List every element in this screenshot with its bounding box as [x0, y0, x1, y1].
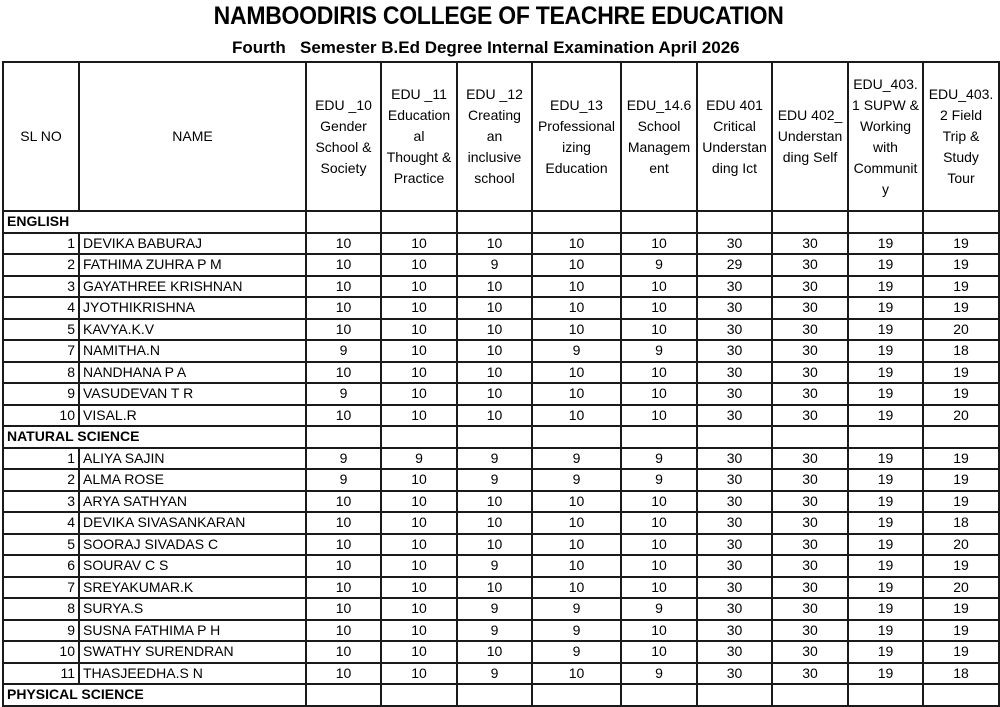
mark-cell: 30 [772, 512, 848, 534]
header-edu-11: EDU _11 Education al Thought & Practice [381, 62, 457, 211]
mark-cell: 30 [772, 663, 848, 685]
student-row [3, 276, 999, 298]
mark-cell: 19 [848, 340, 923, 362]
section-row [3, 211, 999, 233]
empty-cell [772, 684, 848, 706]
mark-cell: 9 [457, 555, 532, 577]
mark-cell: 9 [457, 663, 532, 685]
mark-cell: 18 [923, 512, 999, 534]
mark-cell: 10 [381, 405, 457, 427]
mark-cell: 30 [697, 448, 772, 470]
mark-cell: 19 [923, 276, 999, 298]
marks-table [2, 61, 1000, 707]
empty-cell [848, 426, 923, 448]
mark-cell: 10 [457, 641, 532, 663]
serial-number: 9 [3, 383, 79, 405]
mark-cell: 30 [697, 534, 772, 556]
serial-number: 11 [3, 663, 79, 685]
mark-cell: 30 [697, 276, 772, 298]
mark-cell: 10 [532, 663, 621, 685]
mark-cell: 9 [621, 448, 697, 470]
mark-cell: 9 [621, 254, 697, 276]
empty-cell [306, 426, 381, 448]
mark-cell: 30 [772, 233, 848, 255]
mark-cell: 10 [306, 663, 381, 685]
mark-cell: 30 [772, 319, 848, 341]
empty-cell [772, 426, 848, 448]
mark-cell: 10 [621, 405, 697, 427]
mark-cell: 20 [923, 534, 999, 556]
empty-cell [381, 211, 457, 233]
mark-cell: 19 [923, 598, 999, 620]
mark-cell: 10 [621, 577, 697, 599]
student-row [3, 254, 999, 276]
mark-cell: 10 [457, 383, 532, 405]
header-edu-403-2: EDU_403. 2 Field Trip & Study Tour [923, 62, 999, 211]
serial-number: 10 [3, 641, 79, 663]
serial-number: 2 [3, 254, 79, 276]
mark-cell: 30 [697, 491, 772, 513]
mark-cell: 9 [621, 340, 697, 362]
mark-cell: 30 [772, 598, 848, 620]
mark-cell: 10 [306, 233, 381, 255]
mark-cell: 30 [772, 383, 848, 405]
mark-cell: 30 [772, 641, 848, 663]
mark-cell: 10 [306, 598, 381, 620]
student-row [3, 319, 999, 341]
mark-cell: 9 [621, 663, 697, 685]
serial-number: 5 [3, 319, 79, 341]
mark-cell: 18 [923, 340, 999, 362]
mark-cell: 9 [457, 254, 532, 276]
mark-cell: 30 [772, 254, 848, 276]
mark-cell: 30 [697, 405, 772, 427]
mark-cell: 30 [772, 555, 848, 577]
mark-cell: 10 [621, 319, 697, 341]
student-row [3, 233, 999, 255]
mark-cell: 10 [306, 620, 381, 642]
empty-cell [306, 684, 381, 706]
mark-cell: 10 [381, 362, 457, 384]
empty-cell [621, 426, 697, 448]
empty-cell [621, 211, 697, 233]
mark-cell: 10 [381, 469, 457, 491]
mark-cell: 30 [697, 319, 772, 341]
mark-cell: 30 [772, 491, 848, 513]
mark-cell: 19 [923, 620, 999, 642]
mark-cell: 10 [381, 340, 457, 362]
mark-cell: 10 [457, 512, 532, 534]
mark-cell: 19 [848, 512, 923, 534]
mark-cell: 30 [772, 577, 848, 599]
student-name: KAVYA.K.V [79, 319, 306, 341]
empty-cell [772, 211, 848, 233]
mark-cell: 10 [306, 405, 381, 427]
serial-number: 3 [3, 276, 79, 298]
mark-cell: 19 [848, 405, 923, 427]
mark-cell: 19 [848, 663, 923, 685]
mark-cell: 10 [306, 555, 381, 577]
empty-cell [621, 684, 697, 706]
mark-cell: 9 [306, 448, 381, 470]
student-row [3, 663, 999, 685]
student-row [3, 577, 999, 599]
mark-cell: 30 [697, 598, 772, 620]
student-name: SUSNA FATHIMA P H [79, 620, 306, 642]
mark-cell: 19 [848, 491, 923, 513]
mark-cell: 30 [697, 297, 772, 319]
mark-cell: 10 [306, 577, 381, 599]
mark-cell: 30 [772, 362, 848, 384]
mark-cell: 19 [923, 555, 999, 577]
mark-cell: 10 [306, 297, 381, 319]
mark-cell: 10 [381, 383, 457, 405]
mark-cell: 10 [621, 534, 697, 556]
mark-cell: 10 [381, 491, 457, 513]
header-row [3, 62, 999, 211]
student-row [3, 620, 999, 642]
mark-cell: 10 [532, 319, 621, 341]
serial-number: 2 [3, 469, 79, 491]
mark-cell: 9 [621, 598, 697, 620]
header-name: NAME [79, 62, 306, 211]
student-name: SWATHY SURENDRAN [79, 641, 306, 663]
header-edu-12: EDU _12 Creating an inclusive school [457, 62, 532, 211]
mark-cell: 10 [532, 555, 621, 577]
student-name: NANDHANA P A [79, 362, 306, 384]
student-name: ALIYA SAJIN [79, 448, 306, 470]
mark-cell: 30 [772, 534, 848, 556]
student-name: DEVIKA BABURAJ [79, 233, 306, 255]
header-edu-402: EDU 402_ Understan ding Self [772, 62, 848, 211]
student-row [3, 469, 999, 491]
section-row [3, 684, 999, 706]
mark-cell: 30 [772, 448, 848, 470]
mark-cell: 10 [532, 534, 621, 556]
mark-cell: 19 [848, 534, 923, 556]
mark-cell: 19 [848, 620, 923, 642]
mark-cell: 10 [381, 512, 457, 534]
mark-cell: 19 [923, 448, 999, 470]
mark-cell: 19 [848, 598, 923, 620]
mark-cell: 30 [772, 405, 848, 427]
mark-cell: 30 [697, 663, 772, 685]
mark-cell: 10 [306, 319, 381, 341]
mark-cell: 10 [457, 233, 532, 255]
empty-cell [848, 211, 923, 233]
mark-cell: 19 [923, 383, 999, 405]
mark-cell: 10 [457, 297, 532, 319]
student-row [3, 641, 999, 663]
mark-cell: 10 [532, 491, 621, 513]
student-name: SOORAJ SIVADAS C [79, 534, 306, 556]
mark-cell: 9 [457, 448, 532, 470]
mark-cell: 10 [621, 512, 697, 534]
mark-cell: 9 [306, 383, 381, 405]
mark-cell: 18 [923, 663, 999, 685]
student-row [3, 555, 999, 577]
mark-cell: 19 [848, 448, 923, 470]
serial-number: 5 [3, 534, 79, 556]
mark-cell: 9 [457, 620, 532, 642]
mark-cell: 10 [532, 233, 621, 255]
mark-cell: 30 [697, 620, 772, 642]
student-row [3, 491, 999, 513]
mark-cell: 10 [306, 491, 381, 513]
empty-cell [923, 426, 999, 448]
student-name: FATHIMA ZUHRA P M [79, 254, 306, 276]
mark-cell: 30 [697, 577, 772, 599]
section-label: PHYSICAL SCIENCE [3, 684, 306, 706]
mark-cell: 10 [621, 641, 697, 663]
mark-cell: 10 [381, 534, 457, 556]
mark-cell: 10 [381, 577, 457, 599]
mark-cell: 10 [532, 577, 621, 599]
mark-cell: 9 [532, 469, 621, 491]
mark-cell: 30 [697, 340, 772, 362]
mark-cell: 9 [621, 469, 697, 491]
mark-cell: 10 [381, 641, 457, 663]
mark-cell: 10 [381, 319, 457, 341]
header-sl-no: SL NO [3, 62, 79, 211]
mark-cell: 10 [532, 383, 621, 405]
mark-cell: 30 [697, 512, 772, 534]
serial-number: 1 [3, 233, 79, 255]
mark-cell: 19 [848, 641, 923, 663]
mark-cell: 10 [532, 276, 621, 298]
mark-cell: 20 [923, 319, 999, 341]
section-label: NATURAL SCIENCE [3, 426, 306, 448]
mark-cell: 10 [457, 362, 532, 384]
mark-cell: 9 [457, 598, 532, 620]
serial-number: 7 [3, 340, 79, 362]
mark-cell: 19 [848, 383, 923, 405]
mark-cell: 10 [457, 276, 532, 298]
student-row [3, 383, 999, 405]
empty-cell [532, 684, 621, 706]
mark-cell: 20 [923, 577, 999, 599]
mark-cell: 30 [772, 469, 848, 491]
mark-cell: 9 [306, 469, 381, 491]
mark-cell: 29 [697, 254, 772, 276]
mark-cell: 10 [621, 620, 697, 642]
mark-cell: 19 [923, 297, 999, 319]
student-row [3, 340, 999, 362]
student-name: GAYATHREE KRISHNAN [79, 276, 306, 298]
student-name: VASUDEVAN T R [79, 383, 306, 405]
mark-cell: 30 [772, 620, 848, 642]
mark-cell: 30 [697, 383, 772, 405]
mark-cell: 19 [848, 233, 923, 255]
section-row [3, 426, 999, 448]
mark-cell: 10 [381, 620, 457, 642]
mark-cell: 9 [532, 340, 621, 362]
serial-number: 9 [3, 620, 79, 642]
mark-cell: 10 [306, 254, 381, 276]
empty-cell [923, 684, 999, 706]
empty-cell [697, 684, 772, 706]
mark-cell: 10 [532, 512, 621, 534]
exam-subtitle: Fourth Semester B.Ed Degree Internal Examination April 2026 [232, 38, 740, 57]
empty-cell [381, 684, 457, 706]
mark-cell: 10 [621, 491, 697, 513]
mark-cell: 10 [532, 254, 621, 276]
mark-cell: 19 [848, 254, 923, 276]
mark-cell: 19 [923, 641, 999, 663]
student-name: VISAL.R [79, 405, 306, 427]
mark-cell: 10 [306, 276, 381, 298]
mark-cell: 10 [532, 405, 621, 427]
student-row [3, 405, 999, 427]
header-edu-10: EDU _10 Gender School & Society [306, 62, 381, 211]
mark-cell: 10 [457, 405, 532, 427]
mark-cell: 19 [848, 469, 923, 491]
serial-number: 8 [3, 598, 79, 620]
mark-cell: 10 [457, 577, 532, 599]
mark-cell: 10 [306, 641, 381, 663]
serial-number: 10 [3, 405, 79, 427]
header-edu-401: EDU 401 Critical Understan ding Ict [697, 62, 772, 211]
serial-number: 1 [3, 448, 79, 470]
section-label: ENGLISH [3, 211, 306, 233]
mark-cell: 19 [848, 555, 923, 577]
student-name: ARYA SATHYAN [79, 491, 306, 513]
mark-cell: 19 [848, 319, 923, 341]
empty-cell [532, 426, 621, 448]
header-edu-14-6: EDU_14.6 School Managem ent [621, 62, 697, 211]
empty-cell [457, 684, 532, 706]
mark-cell: 10 [621, 555, 697, 577]
student-name: DEVIKA SIVASANKARAN [79, 512, 306, 534]
mark-cell: 19 [848, 276, 923, 298]
student-name: NAMITHA.N [79, 340, 306, 362]
mark-cell: 10 [381, 663, 457, 685]
mark-cell: 19 [923, 362, 999, 384]
serial-number: 4 [3, 297, 79, 319]
mark-cell: 30 [697, 233, 772, 255]
mark-cell: 10 [457, 319, 532, 341]
mark-cell: 10 [306, 362, 381, 384]
mark-cell: 10 [621, 276, 697, 298]
mark-cell: 30 [697, 362, 772, 384]
mark-cell: 30 [697, 641, 772, 663]
mark-cell: 19 [848, 577, 923, 599]
mark-cell: 9 [532, 448, 621, 470]
mark-cell: 10 [532, 362, 621, 384]
serial-number: 8 [3, 362, 79, 384]
mark-cell: 10 [457, 340, 532, 362]
mark-cell: 9 [306, 340, 381, 362]
mark-cell: 9 [532, 620, 621, 642]
mark-cell: 19 [923, 469, 999, 491]
mark-cell: 20 [923, 405, 999, 427]
student-name: JYOTHIKRISHNA [79, 297, 306, 319]
empty-cell [532, 211, 621, 233]
mark-cell: 9 [532, 598, 621, 620]
mark-cell: 10 [306, 534, 381, 556]
student-name: THASJEEDHA.S N [79, 663, 306, 685]
mark-cell: 19 [848, 297, 923, 319]
mark-cell: 10 [381, 233, 457, 255]
mark-cell: 10 [621, 297, 697, 319]
college-title: NAMBOODIRIS COLLEGE OF TEACHRE EDUCATION [213, 2, 784, 30]
mark-cell: 30 [697, 469, 772, 491]
student-row [3, 534, 999, 556]
empty-cell [381, 426, 457, 448]
mark-cell: 19 [923, 254, 999, 276]
mark-cell: 10 [381, 276, 457, 298]
empty-cell [457, 426, 532, 448]
student-row [3, 448, 999, 470]
empty-cell [848, 684, 923, 706]
mark-cell: 10 [381, 555, 457, 577]
student-name: SREYAKUMAR.K [79, 577, 306, 599]
empty-cell [697, 426, 772, 448]
mark-cell: 19 [848, 362, 923, 384]
mark-cell: 10 [621, 362, 697, 384]
mark-cell: 10 [306, 512, 381, 534]
mark-cell: 9 [532, 641, 621, 663]
mark-cell: 10 [381, 254, 457, 276]
mark-cell: 30 [772, 276, 848, 298]
mark-cell: 10 [532, 297, 621, 319]
empty-cell [697, 211, 772, 233]
student-name: ALMA ROSE [79, 469, 306, 491]
mark-cell: 9 [457, 469, 532, 491]
mark-cell: 30 [772, 340, 848, 362]
mark-cell: 10 [621, 233, 697, 255]
serial-number: 3 [3, 491, 79, 513]
serial-number: 7 [3, 577, 79, 599]
mark-cell: 10 [457, 491, 532, 513]
header-edu-13: EDU_13 Professional izing Education [532, 62, 621, 211]
student-row [3, 297, 999, 319]
header-edu-403-1: EDU_403. 1 SUPW & Working with Communit y [848, 62, 923, 211]
serial-number: 4 [3, 512, 79, 534]
mark-cell: 30 [772, 297, 848, 319]
serial-number: 6 [3, 555, 79, 577]
student-name: SURYA.S [79, 598, 306, 620]
empty-cell [923, 211, 999, 233]
student-row [3, 598, 999, 620]
student-row [3, 512, 999, 534]
mark-cell: 30 [697, 555, 772, 577]
mark-cell: 10 [381, 297, 457, 319]
mark-cell: 9 [381, 448, 457, 470]
mark-cell: 10 [381, 598, 457, 620]
mark-cell: 19 [923, 491, 999, 513]
mark-cell: 19 [923, 233, 999, 255]
mark-cell: 10 [621, 383, 697, 405]
empty-cell [306, 211, 381, 233]
student-row [3, 362, 999, 384]
student-name: SOURAV C S [79, 555, 306, 577]
empty-cell [457, 211, 532, 233]
mark-cell: 10 [457, 534, 532, 556]
